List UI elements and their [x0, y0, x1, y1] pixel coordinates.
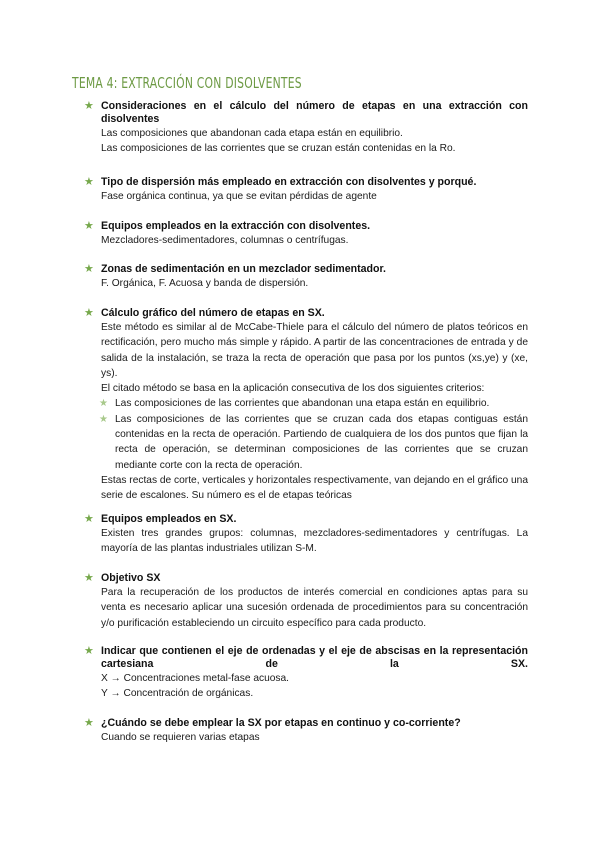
star-icon: ★	[84, 572, 94, 584]
section-9	[84, 717, 528, 745]
section-1	[84, 100, 528, 157]
section-line: Mezcladores-sedimentadores, columnas o centrífugas.	[101, 235, 349, 246]
star-icon: ★	[84, 220, 94, 232]
section-6	[84, 513, 528, 557]
section-heading: Indicar que contienen el eje de ordenadas y el eje de abscisas en la representación cartesiana de la SX.	[101, 645, 528, 670]
section-paragraph: Estas rectas de corte, verticales y horizontales respectivamente, van dejando en el gráfico una serie de escalones. Su número es el de etapas teóricas	[101, 474, 528, 502]
criteria-list	[101, 396, 528, 472]
section-4	[84, 263, 528, 291]
section-line: Cuando se requieren varias etapas	[101, 732, 260, 743]
section-line: Las composiciones de las corrientes que se cruzan están contenidas en la Ro.	[101, 143, 456, 155]
section-paragraph: Este método es similar al de McCabe-Thiele para el cálculo del número de platos teóricos en rectificación, pero mucho más simple y rápido. A partir de las concentraciones de entrada y de salida de la instalación, se traza la recta de operación que pasa por los puntos (xs,ye) y (xe, ys).	[101, 322, 528, 379]
section-heading: Objetivo SX	[101, 572, 161, 584]
star-icon: ★	[84, 100, 94, 112]
section-line: F. Orgánica, F. Acuosa y banda de dispersión.	[101, 278, 309, 289]
star-icon: ★	[84, 513, 94, 525]
section-line: Fase orgánica continua, ya que se evitan pérdidas de agente	[101, 191, 377, 202]
star-icon: ★	[84, 717, 94, 729]
star-icon: ★	[84, 645, 94, 657]
section-8	[84, 645, 528, 702]
star-icon: ★	[84, 307, 94, 319]
section-paragraph: El citado método se basa en la aplicación consecutiva de los dos siguientes criterios:	[101, 383, 485, 395]
section-heading: ¿Cuándo se debe emplear la SX por etapas en continuo y co-corriente?	[101, 717, 461, 729]
section-paragraph: Para la recuperación de los productos de interés comercial en condiciones aptas para su venta es necesario aplicar una sucesión ordenada de procedimientos para su concentración y/o purificación estableciendo un circuito específico para cada producto.	[101, 587, 528, 629]
star-icon: ★	[84, 263, 94, 275]
section-heading: Cálculo gráfico del número de etapas en SX.	[101, 307, 325, 319]
criteria-item: ★ Las composiciones de las corrientes que abandonan una etapa están en equilibrio.	[99, 398, 490, 410]
star-icon: ★	[99, 398, 108, 410]
section-line: Y → Concentración de orgánicas.	[101, 688, 254, 700]
section-2	[84, 176, 528, 204]
section-3	[84, 220, 528, 248]
section-heading: Zonas de sedimentación en un mezclador sedimentador.	[101, 263, 386, 275]
section-7	[84, 572, 528, 631]
section-line: Las composiciones que abandonan cada etapa están en equilibrio.	[101, 128, 403, 139]
star-icon: ★	[84, 176, 94, 188]
section-heading: Tipo de dispersión más empleado en extracción con disolventes y porqué.	[101, 176, 477, 188]
section-heading: Equipos empleados en la extracción con disolventes.	[101, 220, 371, 232]
section-heading: Consideraciones en el cálculo del número de etapas en una extracción con disolventes	[101, 100, 528, 125]
section-heading: Equipos empleados en SX.	[101, 513, 237, 525]
section-line: X → Concentraciones metal-fase acuosa.	[101, 673, 289, 684]
section-paragraph: Existen tres grandes grupos: columnas, mezcladores-sedimentadores y centrífugas. La mayoría de las plantas industriales utilizan S-M.	[101, 528, 528, 555]
page-title: TEMA 4: EXTRACCIÓN CON DISOLVENTES	[72, 74, 302, 92]
criteria-item: ★ Las composiciones de las corrientes que se cruzan cada dos etapas contiguas están contenidas en la recta de operación. Partiendo de cualquiera de los dos puntos que fijan la recta de operación, se determinan composiciones de las corrientes que se cruzan mediante corte con la recta de operación.	[99, 413, 528, 471]
section-5	[84, 307, 528, 504]
star-icon: ★	[99, 413, 108, 425]
